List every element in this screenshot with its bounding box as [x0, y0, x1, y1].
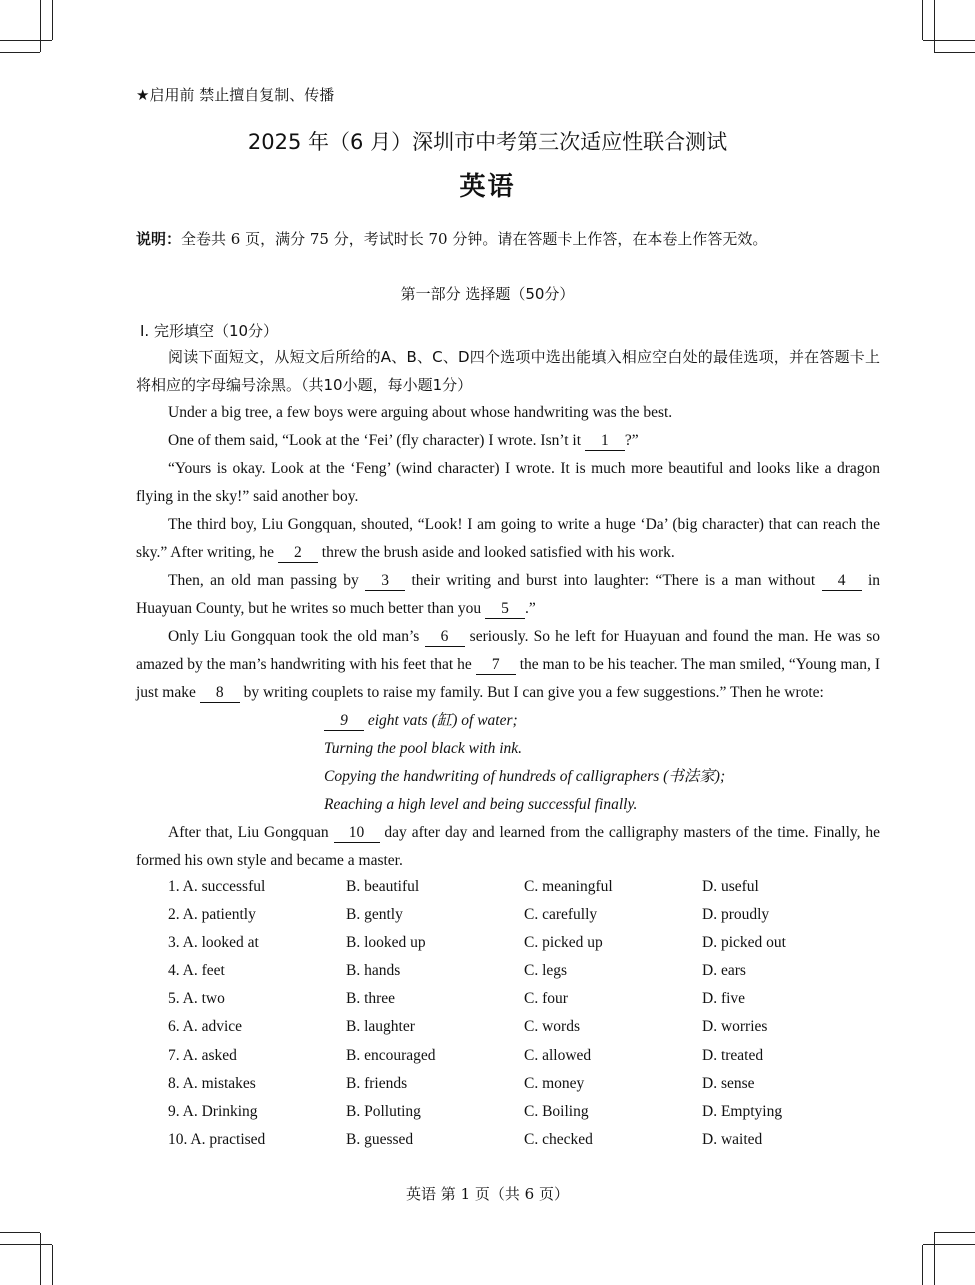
option-d: D. Emptying [702, 1102, 783, 1120]
paragraph-6: Only Liu Gongquan took the old man’s 6 seriously. So he left for Huayuan and found the man. He was so amazed by the man’s handwriting with his feet that he 7 the man to be his teacher. The man smiled, “Young man, I just make 8 by writing couplets to raise my family. But I can give you a few suggestions.” Then he wrote: [136, 628, 881, 701]
subject-title: 英语 [459, 172, 516, 202]
option-b: B. looked up [346, 934, 426, 952]
option-b: B. encouraged [346, 1046, 436, 1064]
blank-4: 4 [822, 572, 862, 591]
option-c: C. words [524, 1018, 580, 1036]
page-footer: 英语 第 1 页（共 6 页） [406, 1185, 569, 1203]
paragraph-7: After that, Liu Gongquan 10 day after day and learned from the calligraphy masters of the time. Finally, he formed his own style and became a master. [136, 824, 881, 869]
part-title: 第一部分 选择题（50分） [400, 285, 575, 303]
option-b: B. guessed [346, 1130, 414, 1148]
option-d: D. treated [702, 1046, 764, 1064]
option-c: C. four [524, 990, 568, 1008]
poem-line-1: 9 eight vats (缸) of water; [136, 707, 880, 735]
exam-notice [136, 228, 767, 249]
option-d: D. waited [702, 1130, 763, 1148]
exam-title: 2025 年（6 月）深圳市中考第三次适应性联合测试 [247, 130, 728, 154]
confidential-note: ★启用前 禁止擅自复制、传播 [136, 86, 335, 104]
option-c: C. picked up [524, 934, 603, 952]
option-c: C. carefully [524, 906, 598, 924]
poem-line-4: Reaching a high level and being successful finally. [324, 796, 638, 813]
option-d: D. picked out [702, 934, 786, 952]
option-c: C. money [524, 1074, 585, 1092]
blank-6: 6 [425, 628, 465, 647]
blank-8: 8 [200, 684, 240, 703]
paragraph-1: Under a big tree, a few boys were arguing about whose handwriting was the best. [168, 404, 673, 421]
option-b: B. hands [346, 962, 401, 980]
option-d: D. five [702, 990, 746, 1008]
cloze-passage [136, 343, 880, 875]
option-c: C. legs [524, 962, 568, 980]
option-b: B. laughter [346, 1018, 415, 1036]
option-c: C. allowed [524, 1046, 592, 1064]
option-a: 1. A. successful [168, 878, 266, 895]
option-a: 9. A. Drinking [168, 1102, 258, 1120]
option-b: B. friends [346, 1074, 408, 1092]
blank-9: 9 [324, 712, 364, 731]
instructions: 阅读下面短文，从短文后所给的A、B、C、D四个选项中选出能填入相应空白处的最佳选项，并在答题卡上将相应的字母编号涂黑。（共10小题，每小题1分） [136, 348, 880, 394]
blank-5: 5 [485, 600, 525, 619]
blank-10: 10 [334, 824, 380, 843]
option-d: D. proudly [702, 906, 770, 924]
poem-line-3: Copying the handwriting of hundreds of calligraphers (书法家); [324, 768, 726, 785]
option-b: B. gently [346, 906, 403, 924]
option-c: C. checked [524, 1130, 593, 1148]
option-a: 7. A. asked [168, 1046, 237, 1064]
option-b: B. Polluting [346, 1102, 421, 1120]
option-a: 6. A. advice [168, 1018, 243, 1036]
blank-7: 7 [476, 656, 516, 675]
blank-2: 2 [278, 544, 318, 563]
paragraph-2: One of them said, “Look at the ‘Fei’ (fly character) I wrote. Isn’t it 1 ?” [168, 432, 639, 449]
blank-1: 1 [585, 432, 625, 451]
option-a: 5. A. two [168, 990, 225, 1008]
paragraph-5: Then, an old man passing by 3 their writing and burst into laughter: “There is a man without 4 in Huayuan County, but he writes so much better than you 5 .” [136, 572, 881, 617]
notice-label: 说明： [136, 230, 182, 248]
poem-line-2: Turning the pool black with ink. [324, 740, 523, 757]
option-a: 3. A. looked at [168, 934, 259, 952]
option-a: 10. A. practised [168, 1130, 266, 1148]
option-d: D. ears [702, 962, 746, 980]
option-a: 4. A. feet [168, 962, 225, 980]
option-d: D. useful [702, 878, 759, 895]
option-b: B. beautiful [346, 878, 420, 895]
option-a: 8. A. mistakes [168, 1074, 256, 1092]
option-d: D. sense [702, 1074, 755, 1092]
option-c: C. Boiling [524, 1102, 589, 1120]
option-d: D. worries [702, 1018, 768, 1036]
blank-3: 3 [365, 572, 405, 591]
paragraph-4: The third boy, Liu Gongquan, shouted, “Look! I am going to write a huge ‘Da’ (big character) that can reach the sky.” After writing, he 2 threw the brush aside and looked satisfied with his work. [136, 516, 880, 561]
section-title: Ⅰ. 完形填空（10分） [140, 322, 279, 340]
option-b: B. three [346, 990, 396, 1008]
option-a: 2. A. patiently [168, 906, 256, 924]
option-c: C. meaningful [524, 878, 613, 895]
paragraph-3: “Yours is okay. Look at the ‘Feng’ (wind character) I wrote. It is much more beautiful and looks like a dragon flying in the sky!” said another boy. [136, 460, 880, 505]
notice-text: 全卷共 6 页，满分 75 分，考试时长 70 分钟。请在答题卡上作答，在本卷上作答无效。 [181, 230, 768, 248]
